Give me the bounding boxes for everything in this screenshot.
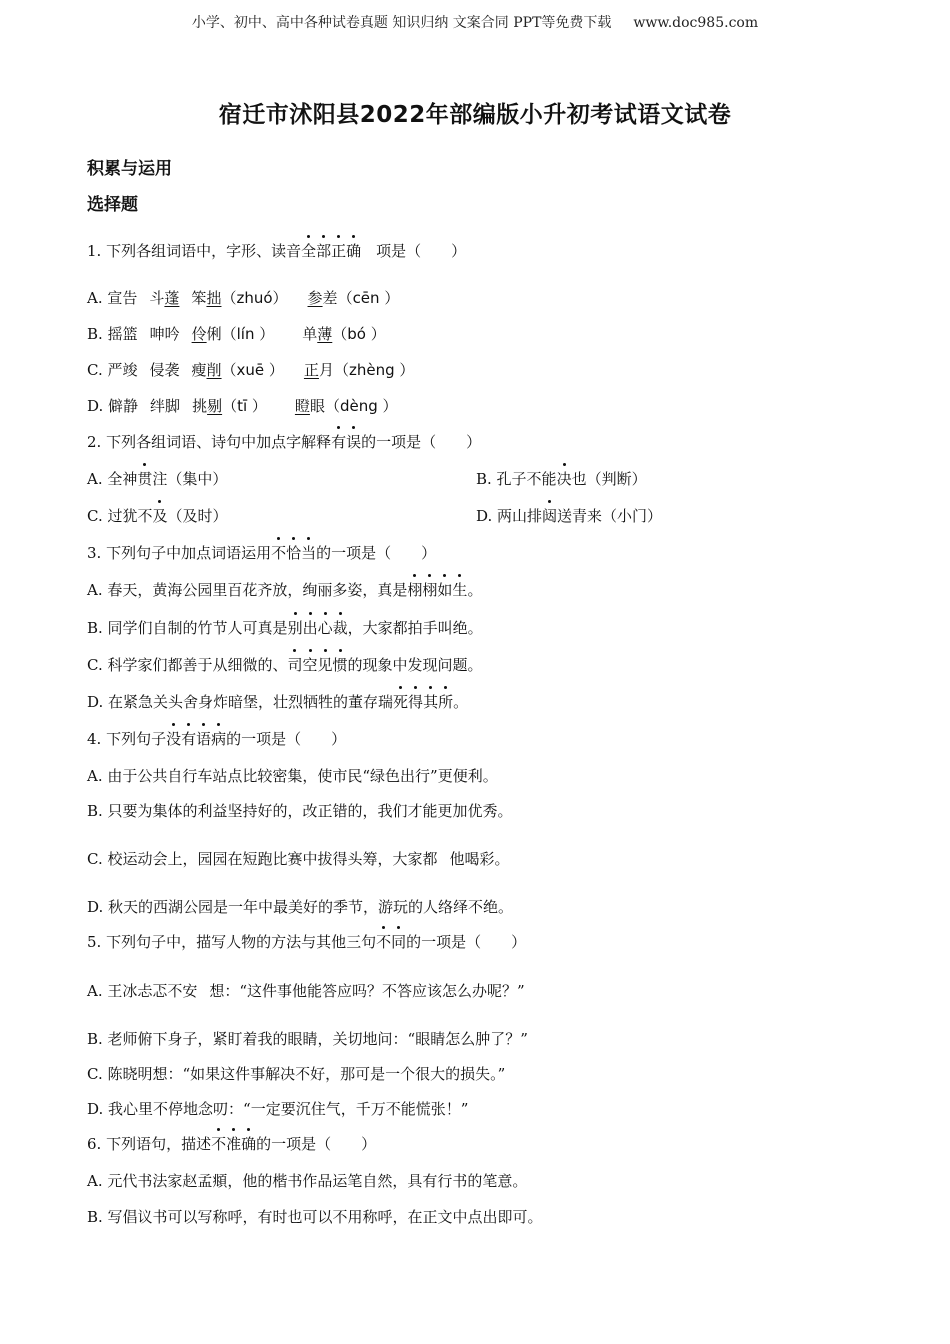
question-1-option-a[interactable]: A. 宣告 斗蓬 笨拙（zhuó） 参差（cēn ） — [87, 289, 400, 307]
question-4-stem: 4. 下列句子没有语病的一项是（ ） — [87, 730, 347, 748]
question-1-option-c[interactable]: C. 严竣 侵袭 瘦削（xuē ） 正月（zhèng ） — [87, 361, 415, 379]
question-4-option-c[interactable]: C. 校运动会上，园园在短跑比赛中拔得头筹，大家都 他喝彩。 — [87, 850, 510, 868]
question-2-option-a[interactable]: A. 全神贯注（集中） — [87, 470, 228, 488]
question-4-option-a[interactable]: A. 由于公共自行车站点比较密集，使市民“绿色出行”更便利。 — [87, 767, 498, 785]
section-heading-accumulation: 积累与运用 — [87, 159, 172, 179]
section-heading-choice: 选择题 — [87, 195, 138, 215]
question-5-option-d[interactable]: D. 我心里不停地念叨：“一定要沉住气，千万不能慌张！” — [87, 1100, 469, 1118]
question-5-option-c[interactable]: C. 陈晓明想：“如果这件事解决不好，那可是一个很大的损失。” — [87, 1065, 506, 1083]
question-4-option-d[interactable]: D. 秋天的西湖公园是一年中最美好的季节，游玩的人络绎不绝。 — [87, 898, 514, 916]
question-3-stem: 3. 下列句子中加点词语运用不恰当的一项是（ ） — [87, 544, 437, 562]
question-5-option-b[interactable]: B. 老师俯下身子，紧盯着我的眼睛，关切地问：“眼睛怎么肿了？” — [87, 1030, 528, 1048]
question-3-option-d[interactable]: D. 在紧急关头舍身炸暗堡，壮烈牺牲的董存瑞死得其所。 — [87, 693, 469, 711]
question-1-stem: 1. 下列各组词语中，字形、读音全部正确 项是（ ） — [87, 242, 467, 260]
question-1-option-b[interactable]: B. 摇篮 呻吟 伶俐（lín ） 单薄（bó ） — [87, 325, 386, 343]
question-6-stem: 6. 下列语句，描述不准确的一项是（ ） — [87, 1135, 377, 1153]
question-6-option-b[interactable]: B. 写倡议书可以写称呼，有时也可以不用称呼，在正文中点出即可。 — [87, 1208, 543, 1226]
question-1-option-d[interactable]: D. 僻静 绊脚 挑剔（tī ） 瞪眼（dèng ） — [87, 397, 398, 415]
question-5-option-a[interactable]: A. 王冰忐忑不安 想：“这件事他能答应吗？不答应该怎么办呢？” — [87, 982, 525, 1000]
question-5-stem: 5. 下列句子中，描写人物的方法与其他三句不同的一项是（ ） — [87, 933, 527, 951]
header-text: 小学、初中、高中各种试卷真题 知识归纳 文案合同 PPT等免费下载 — [191, 15, 612, 31]
question-2-option-c[interactable]: C. 过犹不及（及时） — [87, 507, 228, 525]
question-6-option-a[interactable]: A. 元代书法家赵孟頫，他的楷书作品运笔自然，具有行书的笔意。 — [87, 1172, 528, 1190]
header-site-link[interactable]: www.doc985.com — [633, 15, 759, 31]
page-header — [0, 12, 950, 32]
question-2-option-d[interactable]: D. 两山排闼送青来（小门） — [476, 507, 663, 525]
question-4-option-b[interactable]: B. 只要为集体的利益坚持好的，改正错的，我们才能更加优秀。 — [87, 802, 513, 820]
document-title: 宿迁市沭阳县2022年部编版小升初考试语文试卷 — [218, 102, 732, 128]
question-2-option-b[interactable]: B. 孔子不能决也（判断） — [476, 470, 647, 488]
question-3-option-c[interactable]: C. 科学家们都善于从细微的、司空见惯的现象中发现问题。 — [87, 656, 483, 674]
question-3-option-b[interactable]: B. 同学们自制的竹节人可真是别出心裁，大家都拍手叫绝。 — [87, 619, 483, 637]
question-2-stem: 2. 下列各组词语、诗句中加点字解释有误的一项是（ ） — [87, 433, 482, 451]
question-3-option-a[interactable]: A. 春天，黄海公园里百花齐放，绚丽多姿，真是栩栩如生。 — [87, 581, 483, 599]
